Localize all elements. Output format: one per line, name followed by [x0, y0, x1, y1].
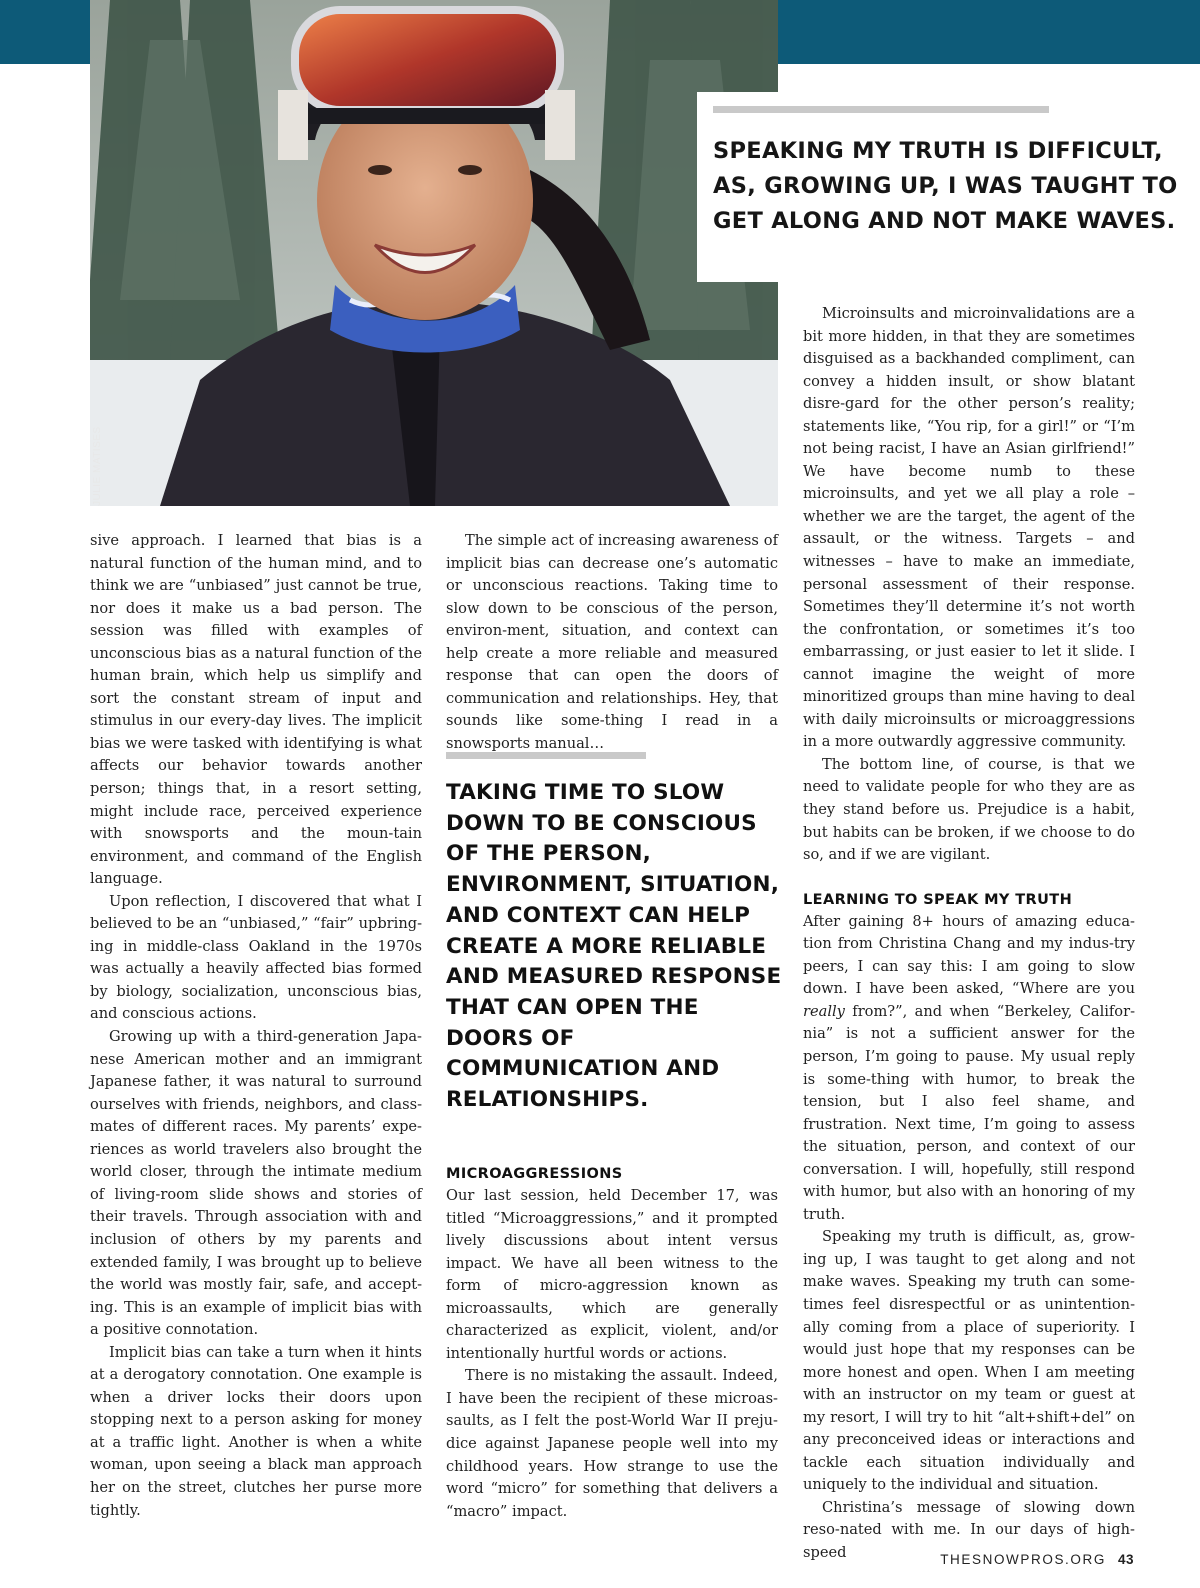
text-run: After gaining 8+ hours of amazing educa-tion from Christina Chang and my indus-try peers, I can say this: I am going to slow down. I have been asked, “Where are you	[803, 912, 1135, 998]
text-run: from?”, and when “Berkeley, Califor-nia” is not a sufficient answer for the person, I’m going to pause. My usual reply is some-thing with humor, to break the tension, but I also feel shame, and frustration. Next time, I’m going to assess the situation, person, and context of our conversation. I will, hopefully, still respond with humor, but also with an honoring of my truth.	[803, 1002, 1135, 1223]
paragraph: The simple act of increasing awareness of implicit bias can decrease one’s automatic or unconscious reactions. Taking time to slow down to be conscious of the person, environ-ment, situation, and context can help create a more reliable and measured response that can open the doors of communication and relationships. Hey, that sounds like some-thing I read in a snowsports manual…	[446, 532, 778, 752]
emphasis-text: really	[803, 1002, 845, 1020]
paragraph: There is no mistaking the assault. Indeed, I have been the recipient of these microas-saults, as I felt the post-World War II preju-dice against Japanese people well into my childhood years. How strange to use the word “micro” for something that delivers a “macro” impact.	[446, 1367, 778, 1520]
footer-site: THESNOWPROS.ORG	[940, 1552, 1106, 1567]
photo-credit: JULIE MATISES	[92, 426, 103, 506]
paragraph	[803, 911, 1135, 1227]
portrait-photo	[90, 0, 778, 506]
paragraph: Speaking my truth is difficult, as, grow-ing up, I was taught to get along and not make waves. Speaking my truth can some-times feel disrespectful or as unintention-ally coming from a place of superiority. I would just hope that my responses can be more honest and open. When I am meeting with an instructor on my team or guest at my resort, I will try to hit “alt+shift+del” on any preconceived ideas or interactions and tackle each situation individually and uniquely to the individual and situation.	[803, 1228, 1135, 1494]
column-2-intro	[446, 530, 778, 755]
paragraph: Growing up with a third-generation Japa-nese American mother and an immigrant Japanese father, it was natural to surround ourselves with friends, neighbors, and class-mates of different races. My parents’ expe-riences as world travelers also brought the world closer, through the intimate medium of living-room slide shows and stories of their travels. Through association with and inclusion of others by my parents and extended family, I was brought up to believe the world was mostly fair, safe, and accept-ing. This is an example of implicit bias with a positive connotation.	[90, 1028, 422, 1339]
pull-quote-rule	[713, 106, 1049, 113]
paragraph: Our last session, held December 17, was titled “Microaggressions,” and it prompted lively discussions about intent versus impact. We have all been witness to the form of micro-aggression known as microassaults, which are generally characterized as explicit, violent, and/or intentionally hurtful words or actions.	[446, 1187, 778, 1362]
section-heading-microaggressions: MICROAGGRESSIONS	[446, 1166, 623, 1182]
paragraph: The bottom line, of course, is that we need to validate people for who they are as they stand before us. Prejudice is a habit, but habits can be broken, if we choose to do so, and if we are vigilant.	[803, 755, 1135, 864]
pull-quote-mid: TAKING TIME TO SLOW DOWN TO BE CONSCIOUS OF THE PERSON, ENVIRONMENT, SITUATION, AND CONTEXT CAN HELP CREATE A MORE RELIABLE AND MEASURED RESPONSE THAT CAN OPEN THE DOORS OF COMMUNICATION AND RELATIONSHIPS.	[446, 780, 782, 1113]
paragraph: sive approach. I learned that bias is a natural function of the human mind, and to think we are “unbiased” just cannot be true, nor does it make us a bad person. The session was filled with examples of unconscious bias as a natural function of the human brain, which help us simplify and sort the constant stream of input and stimulus in our every-day lives. The implicit bias we were tasked with identifying is what affects our behavior towards another person; things that, in a resort setting, might include race, perceived experience with snowsports and the moun-tain environment, and command of the English language.	[90, 532, 422, 888]
page-footer	[940, 1552, 1134, 1567]
column-2-section	[446, 1185, 778, 1523]
paragraph: Upon reflection, I discovered that what I believed to be an “unbiased,” “fair” upbring-ing in middle-class Oakland in the 1970s was actually a heavily affected bias formed by biology, socialization, unconscious bias, and conscious actions.	[90, 892, 422, 1023]
paragraph: Christina’s message of slowing down reso-nated with me. In our days of high-speed	[803, 1498, 1135, 1561]
pull-quote-box-top	[697, 92, 1200, 282]
paragraph: Implicit bias can take a turn when it hints at a derogatory connotation. One example is when a driver locks their doors upon stopping next to a person asking for money at a traffic light. Another is when a white woman, upon seeing a black man approach her on the street, clutches her purse more tightly.	[90, 1343, 422, 1519]
page-number: 43	[1117, 1552, 1134, 1567]
pull-quote-top: SPEAKING MY TRUTH IS DIFFICULT, AS, GROWING UP, I WAS TAUGHT TO GET ALONG AND NOT MAKE WAVES.	[713, 138, 1178, 234]
pull-quote-rule-mid	[446, 752, 646, 759]
article-column-3	[803, 303, 1135, 1565]
section-heading-learning: LEARNING TO SPEAK MY TRUTH	[803, 891, 1073, 908]
paragraph: Microinsults and microinvalidations are a bit more hidden, in that they are sometimes disguised as a backhanded compliment, can convey a hidden insult, or show blatant disre-gard for the other person’s reality; statements like, “You rip, for a girl!” or “I’m not being racist, I have an Asian girlfriend!” We have become numb to these microinsults, and yet we all play a role – whether we are the target, the agent of the assault, or the witness. Targets – and witnesses – have to make an immediate, personal assessment of their response. Sometimes they’ll determine it’s not worth the confrontation, or sometimes it’s too embarrassing, or just easier to let it slide. I cannot imagine the weight of more minoritized groups than mine having to deal with daily microinsults or microaggressions in a more outwardly aggressive community.	[803, 305, 1135, 751]
article-column-1	[90, 530, 422, 1522]
